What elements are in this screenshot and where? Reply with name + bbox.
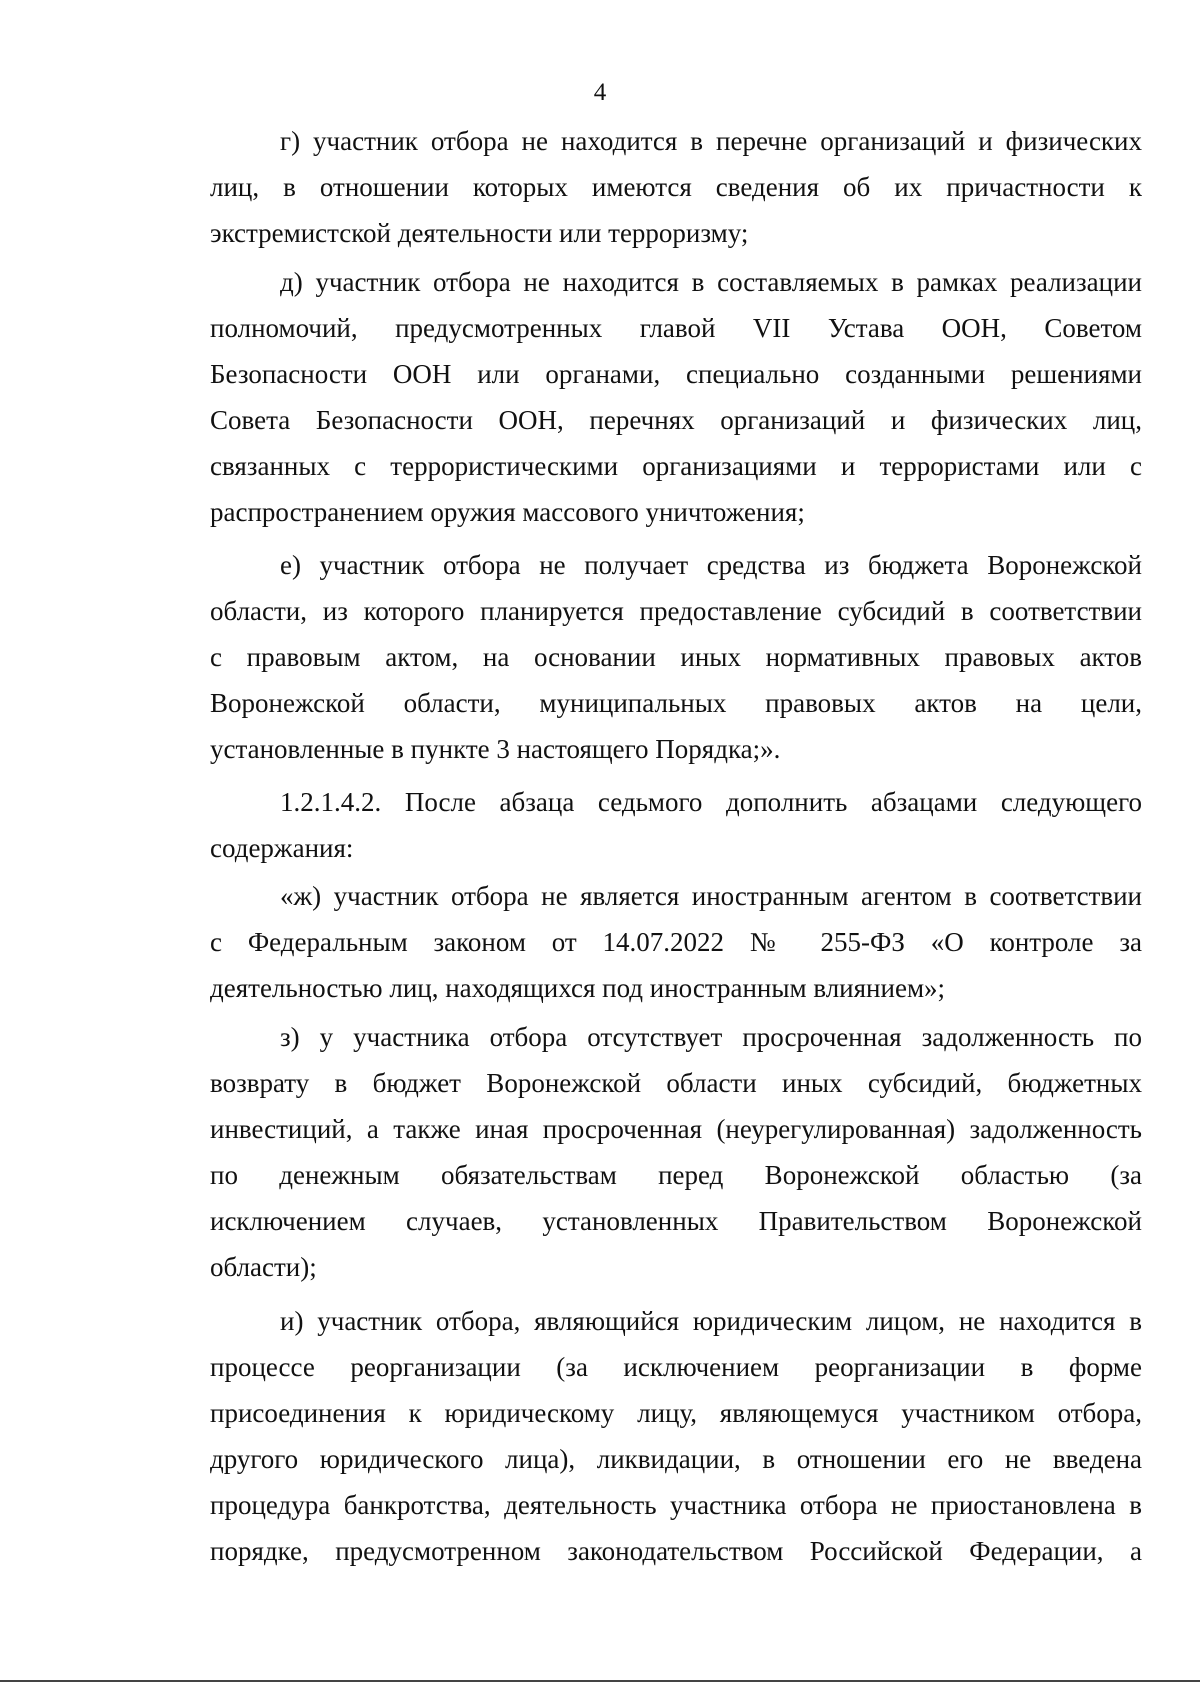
page-number: 4 [593, 79, 607, 106]
paragraph-zh [210, 873, 1142, 1011]
paragraph-line: связанных с террористическими организациями и террористами или с [210, 451, 1142, 481]
paragraph-e [210, 542, 1142, 772]
bottom-divider [0, 1680, 1200, 1682]
paragraph-i [210, 1298, 1142, 1574]
paragraph-line: с правовым актом, на основании иных нормативных правовых актов [210, 642, 1142, 672]
paragraph-line: деятельностью лиц, находящихся под иностранным влиянием»; [210, 973, 946, 1003]
paragraph-line: процедура банкротства, деятельность участника отбора не приостановлена в [210, 1490, 1142, 1520]
paragraph-line: области, из которого планируется предоставление субсидий в соответствии [210, 596, 1142, 626]
paragraph-line: с Федеральным законом от 14.07.2022 № 255-ФЗ «О контроле за [210, 927, 1142, 957]
paragraph-line: процессе реорганизации (за исключением реорганизации в форме [210, 1352, 1142, 1382]
paragraph-line: другого юридического лица), ликвидации, в отношении его не введена [210, 1444, 1142, 1474]
paragraph-line: Воронежской области, муниципальных правовых актов на цели, [210, 688, 1142, 718]
paragraph-line: и) участник отбора, являющийся юридическим лицом, не находится в [280, 1306, 1142, 1336]
paragraph-line: по денежным обязательствам перед Воронежской областью (за [210, 1160, 1142, 1190]
paragraph-line: 1.2.1.4.2. После абзаца седьмого дополнить абзацами следующего [280, 787, 1142, 817]
paragraph-line: распространением оружия массового уничтожения; [210, 497, 805, 527]
paragraph-line: з) у участника отбора отсутствует просроченная задолженность по [280, 1022, 1142, 1052]
paragraph-line: Безопасности ООН или органами, специально созданными решениями [210, 359, 1142, 389]
paragraph-line: присоединения к юридическому лицу, являющемуся участником отбора, [210, 1398, 1142, 1428]
paragraph-line: исключением случаев, установленных Правительством Воронежской [210, 1206, 1142, 1236]
paragraph-line: инвестиций, а также иная просроченная (неурегулированная) задолженность [210, 1114, 1142, 1144]
paragraph-line: порядке, предусмотренном законодательством Российской Федерации, а [210, 1536, 1142, 1566]
paragraph-line: установленные в пункте 3 настоящего Порядка;». [210, 734, 781, 764]
paragraph-line: г) участник отбора не находится в перечне организаций и физических [280, 126, 1142, 156]
paragraph-line: «ж) участник отбора не является иностранным агентом в соответствии [280, 881, 1142, 911]
paragraph-g [210, 118, 1142, 256]
paragraph-clause [210, 779, 1142, 871]
paragraph-line: экстремистской деятельности или терроризму; [210, 218, 749, 248]
paragraph-d [210, 259, 1142, 535]
paragraph-line: лиц, в отношении которых имеются сведения об их причастности к [210, 172, 1142, 202]
paragraph-line: е) участник отбора не получает средства из бюджета Воронежской [280, 550, 1142, 580]
paragraph-line: возврату в бюджет Воронежской области иных субсидий, бюджетных [210, 1068, 1142, 1098]
paragraph-line: полномочий, предусмотренных главой VII Устава ООН, Советом [210, 313, 1142, 343]
paragraph-line: д) участник отбора не находится в составляемых в рамках реализации [280, 267, 1142, 297]
paragraph-line: области); [210, 1252, 317, 1282]
paragraph-z [210, 1014, 1142, 1290]
paragraph-line: содержания: [210, 833, 354, 863]
paragraph-line: Совета Безопасности ООН, перечнях организаций и физических лиц, [210, 405, 1142, 435]
